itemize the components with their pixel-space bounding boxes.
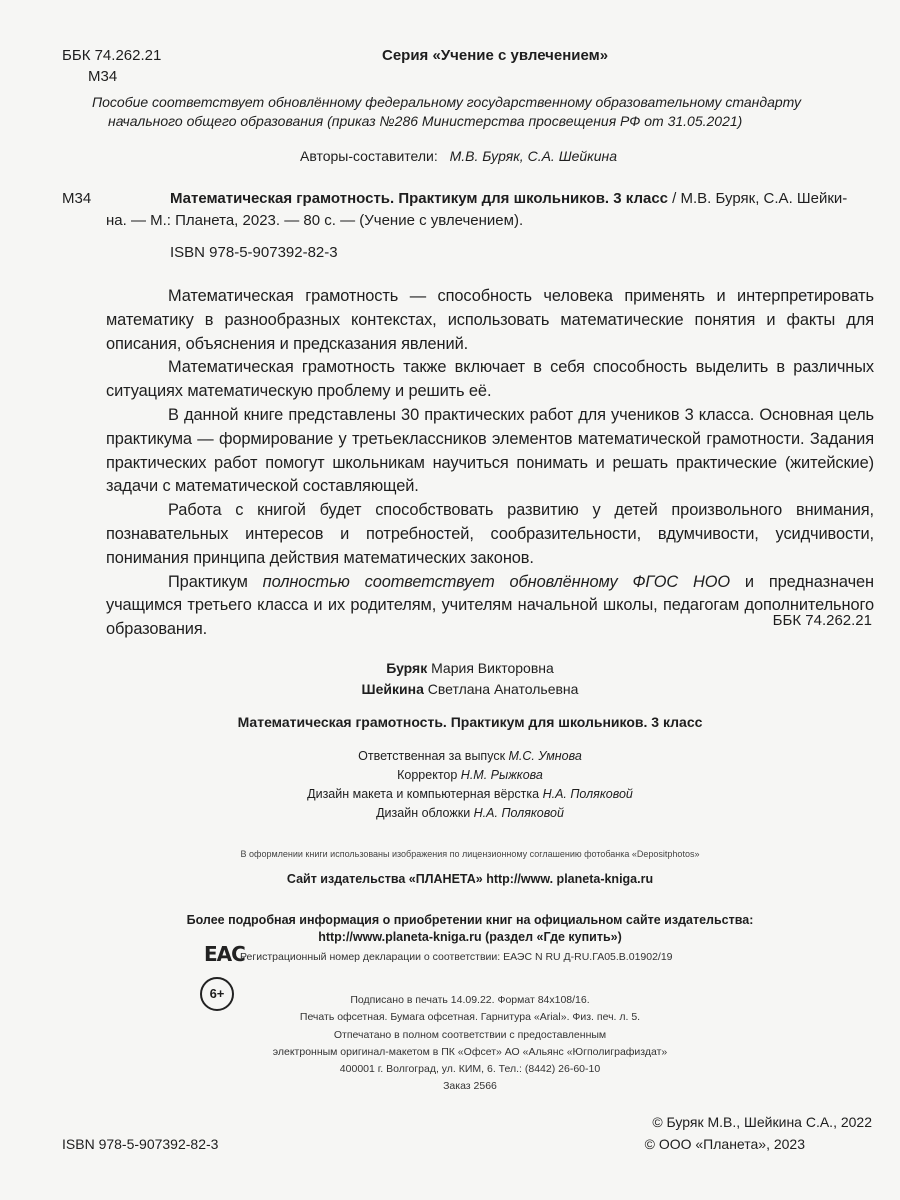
staff-line xyxy=(120,766,820,785)
p5-end: и предназначен учащимся третьего класса и их родителям, учителям начальной школы, педагогам дополнительного образования. xyxy=(106,572,874,639)
standard-note-line2: начального общего образования (приказ №286 Министерства просвещения РФ от 31.05.2021) xyxy=(108,113,743,129)
purchase-info-line2: http://www.planeta-kniga.ru (раздел «Где купить») xyxy=(318,930,622,944)
staff-name: Н.А. Поляковой xyxy=(473,806,564,820)
catalog-title: Математическая грамотность. Практикум для школьников. 3 класс xyxy=(170,190,669,207)
authors-line xyxy=(300,148,617,164)
p5-start: Практикум xyxy=(168,572,263,591)
staff-line xyxy=(120,804,820,823)
printer-line: электронным оригинал-макетом в ПК «Офсет» АО «Альянс «Югполиграфиздат» xyxy=(272,1046,668,1058)
printer-line: Заказ 2566 xyxy=(443,1080,497,1092)
printer-line: 400001 г. Волгоград, ул. КИМ, 6. Тел.: (8442) 26-60-10 xyxy=(339,1063,601,1075)
bbk-code: ББК 74.262.21 xyxy=(62,47,162,64)
staff-name: Н.А. Поляковой xyxy=(542,787,633,801)
staff-role: Ответственная за выпуск xyxy=(358,749,509,763)
staff-list xyxy=(120,747,820,823)
annotation-paragraph: Математическая грамотность — способность человека применять и интерпретировать математику в разнообразных контекстах, использовать математические понятия и факты для описания, объяснения и предсказания явлений. xyxy=(106,287,874,353)
printer-line: Отпечатано в полном соответствии с предоставленным xyxy=(333,1029,607,1041)
author1-surname: Буряк xyxy=(386,660,428,676)
p5-italic: полностью соответствует обновлённому ФГОС НОО xyxy=(262,572,731,591)
footer-isbn: ISBN 978-5-907392-82-3 xyxy=(62,1136,219,1152)
author2-name: Светлана Анатольевна xyxy=(423,681,579,697)
annotation-text xyxy=(106,285,874,642)
catalog-mark: М34 xyxy=(62,190,92,207)
staff-line xyxy=(120,785,820,804)
print-line: Подписано в печать 14.09.22. Формат 84х108/16. xyxy=(350,994,590,1006)
annotation-paragraph: В данной книге представлены 30 практических работ для учеников 3 класса. Основная цель практикума — формирование у третьеклассников элементов математической грамотности. Задания практических работ помогут школьникам научиться понимать и решать практические (житейские) задачи с математической составляющей. xyxy=(106,405,874,496)
print-line: Печать офсетная. Бумага офсетная. Гарнитура «Arial». Физ. печ. л. 5. xyxy=(299,1011,641,1023)
author1-name: Мария Викторовна xyxy=(427,660,554,676)
printer-details xyxy=(120,1027,820,1095)
catalog-line2: на. — М.: Планета, 2023. — 80 с. — (Учение с увлечением). xyxy=(106,212,524,229)
staff-name: М.С. Умнова xyxy=(508,749,582,763)
catalog-line1 xyxy=(170,190,847,207)
authors-label: Авторы-составители: xyxy=(300,148,438,164)
eac-mark: EAC xyxy=(204,942,245,966)
annotation-paragraph: Математическая грамотность также включает в себя способность выделить в различных ситуациях математическую проблему и решить её. xyxy=(106,358,874,401)
print-details xyxy=(120,992,820,1026)
author-mark: М34 xyxy=(88,68,118,85)
staff-name: Н.М. Рыжкова xyxy=(460,768,543,782)
purchase-info-line1: Более подробная информация о приобретении книг на официальном сайте издательства: xyxy=(186,913,754,927)
staff-line xyxy=(120,747,820,766)
series-title: Серия «Учение с увлечением» xyxy=(382,47,609,64)
author2-surname: Шейкина xyxy=(361,681,424,697)
catalog-isbn: ISBN 978-5-907392-82-3 xyxy=(170,244,338,261)
staff-role: Корректор xyxy=(397,768,461,782)
copyright-authors: © Буряк М.В., Шейкина С.А., 2022 xyxy=(652,1114,872,1130)
declaration-number: Регистрационный номер декларации о соответствии: ЕАЭС N RU Д-RU.ГА05.В.01902/19 xyxy=(240,951,673,963)
author1-full-name xyxy=(120,660,820,676)
publisher-site: Сайт издательства «ПЛАНЕТА» http://www. planeta-kniga.ru xyxy=(286,872,654,886)
annotation-paragraph xyxy=(106,571,874,642)
age-rating-badge: 6+ xyxy=(200,977,234,1011)
author2-full-name xyxy=(120,681,820,697)
imprint-book-title: Математическая грамотность. Практикум для школьников. 3 класс xyxy=(237,714,703,730)
photo-license-note: В оформлении книги использованы изображения по лицензионному соглашению фотобанка «Depositphotos» xyxy=(240,849,700,859)
copyright-publisher: © ООО «Планета», 2023 xyxy=(644,1136,805,1152)
standard-note-line1: Пособие соответствует обновлённому федеральному государственному образовательному стандарту xyxy=(92,94,802,110)
staff-role: Дизайн обложки xyxy=(376,806,474,820)
catalog-authors: / М.В. Буряк, С.А. Шейки- xyxy=(668,190,848,207)
bbk-code-right: ББК 74.262.21 xyxy=(772,612,872,629)
authors-names: М.В. Буряк, С.А. Шейкина xyxy=(449,148,618,164)
annotation-paragraph: Работа с книгой будет способствовать развитию у детей произвольного внимания, познавательных интересов и потребностей, сообразительности, вдумчивости, усидчивости, понимания принципа действия математических законов. xyxy=(106,501,874,567)
staff-role: Дизайн макета и компьютерная вёрстка xyxy=(307,787,543,801)
